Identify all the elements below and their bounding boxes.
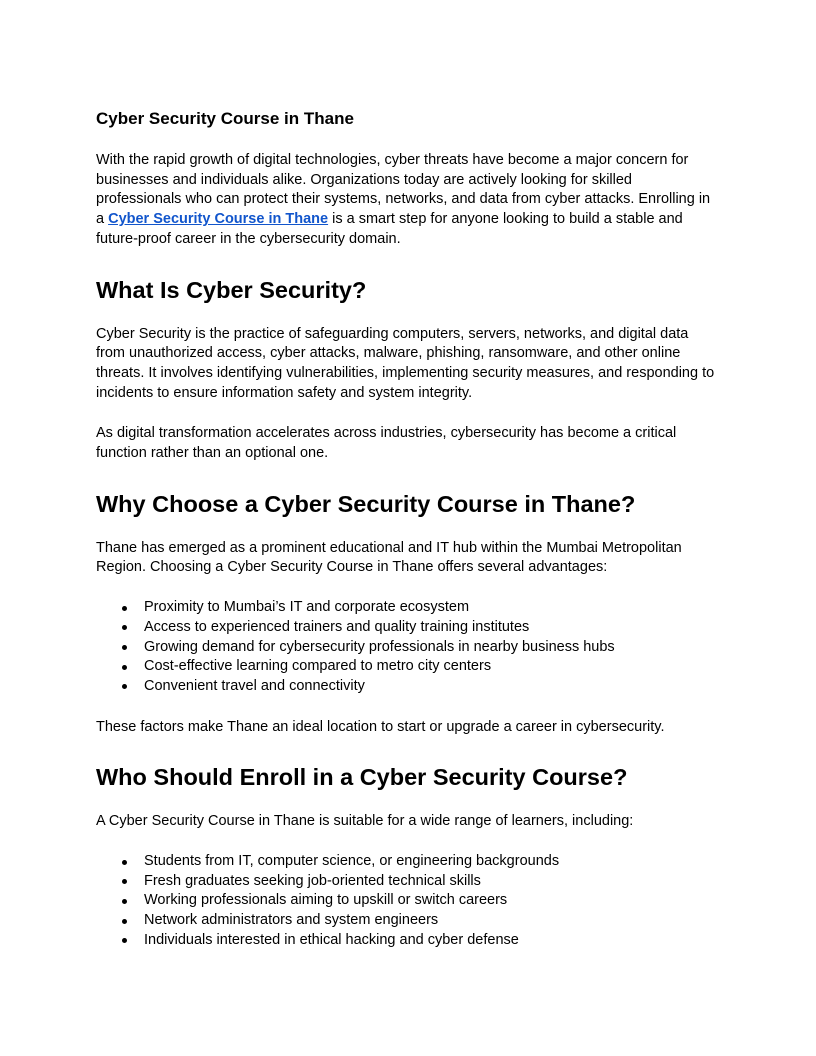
list-item: Growing demand for cybersecurity professionals in nearby business hubs	[96, 638, 720, 658]
paragraph-thane-ideal-location: These factors make Thane an ideal location to start or upgrade a career in cybersecurity.	[96, 718, 665, 735]
heading-why-choose-course-in-thane: Why Choose a Cyber Security Course in Thane?	[96, 490, 636, 517]
intro-text-before-link: With the rapid growth of digital technologies, cyber threats have become a major concern for businesses and individuals alike. Organizations today are actively looking for skilled professionals who can protect their systems, networks, and data from cyber attacks. Enrolling in a	[96, 152, 711, 228]
heading-who-should-enroll: Who Should Enroll in a Cyber Security Course?	[96, 764, 628, 791]
list-item: Network administrators and system engineers	[96, 911, 720, 931]
list-item: Convenient travel and connectivity	[96, 677, 720, 697]
learners-bullet-list	[96, 852, 720, 951]
paragraph-cyber-security-definition: Cyber Security is the practice of safeguarding computers, servers, networks, and digital data from unauthorized access, cyber attacks, malware, phishing, ransomware, and other online threats. It involves identifying vulnerabilities, implementing security measures, and responding to incidents to ensure information safety and system integrity.	[96, 325, 715, 401]
list-item: Students from IT, computer science, or engineering backgrounds	[96, 852, 720, 872]
list-item: Fresh graduates seeking job-oriented technical skills	[96, 872, 720, 892]
paragraph-suitable-learners: A Cyber Security Course in Thane is suitable for a wide range of learners, including:	[96, 813, 634, 830]
heading-what-is-cyber-security: What Is Cyber Security?	[96, 276, 367, 303]
doc-title: Cyber Security Course in Thane	[96, 109, 354, 128]
paragraph-thane-hub: Thane has emerged as a prominent educational and IT hub within the Mumbai Metropolitan Region. Choosing a Cyber Security Course in Thane offers several advantages:	[96, 539, 682, 576]
list-item: Individuals interested in ethical hacking and cyber defense	[96, 931, 720, 951]
list-item: Access to experienced trainers and quality training institutes	[96, 618, 720, 638]
advantages-bullet-list	[96, 598, 720, 697]
intro-text-after-link: is a smart step for anyone looking to build a stable and future-proof career in the cybersecurity domain.	[96, 211, 683, 247]
list-item: Proximity to Mumbai’s IT and corporate ecosystem	[96, 598, 720, 618]
cyber-security-course-link[interactable]: Cyber Security Course in Thane	[108, 211, 329, 228]
list-item: Cost-effective learning compared to metro city centers	[96, 657, 720, 677]
paragraph-digital-transformation: As digital transformation accelerates across industries, cybersecurity has become a critical function rather than an optional one.	[96, 425, 677, 462]
intro-paragraph	[96, 151, 720, 250]
list-item: Working professionals aiming to upskill or switch careers	[96, 891, 720, 911]
